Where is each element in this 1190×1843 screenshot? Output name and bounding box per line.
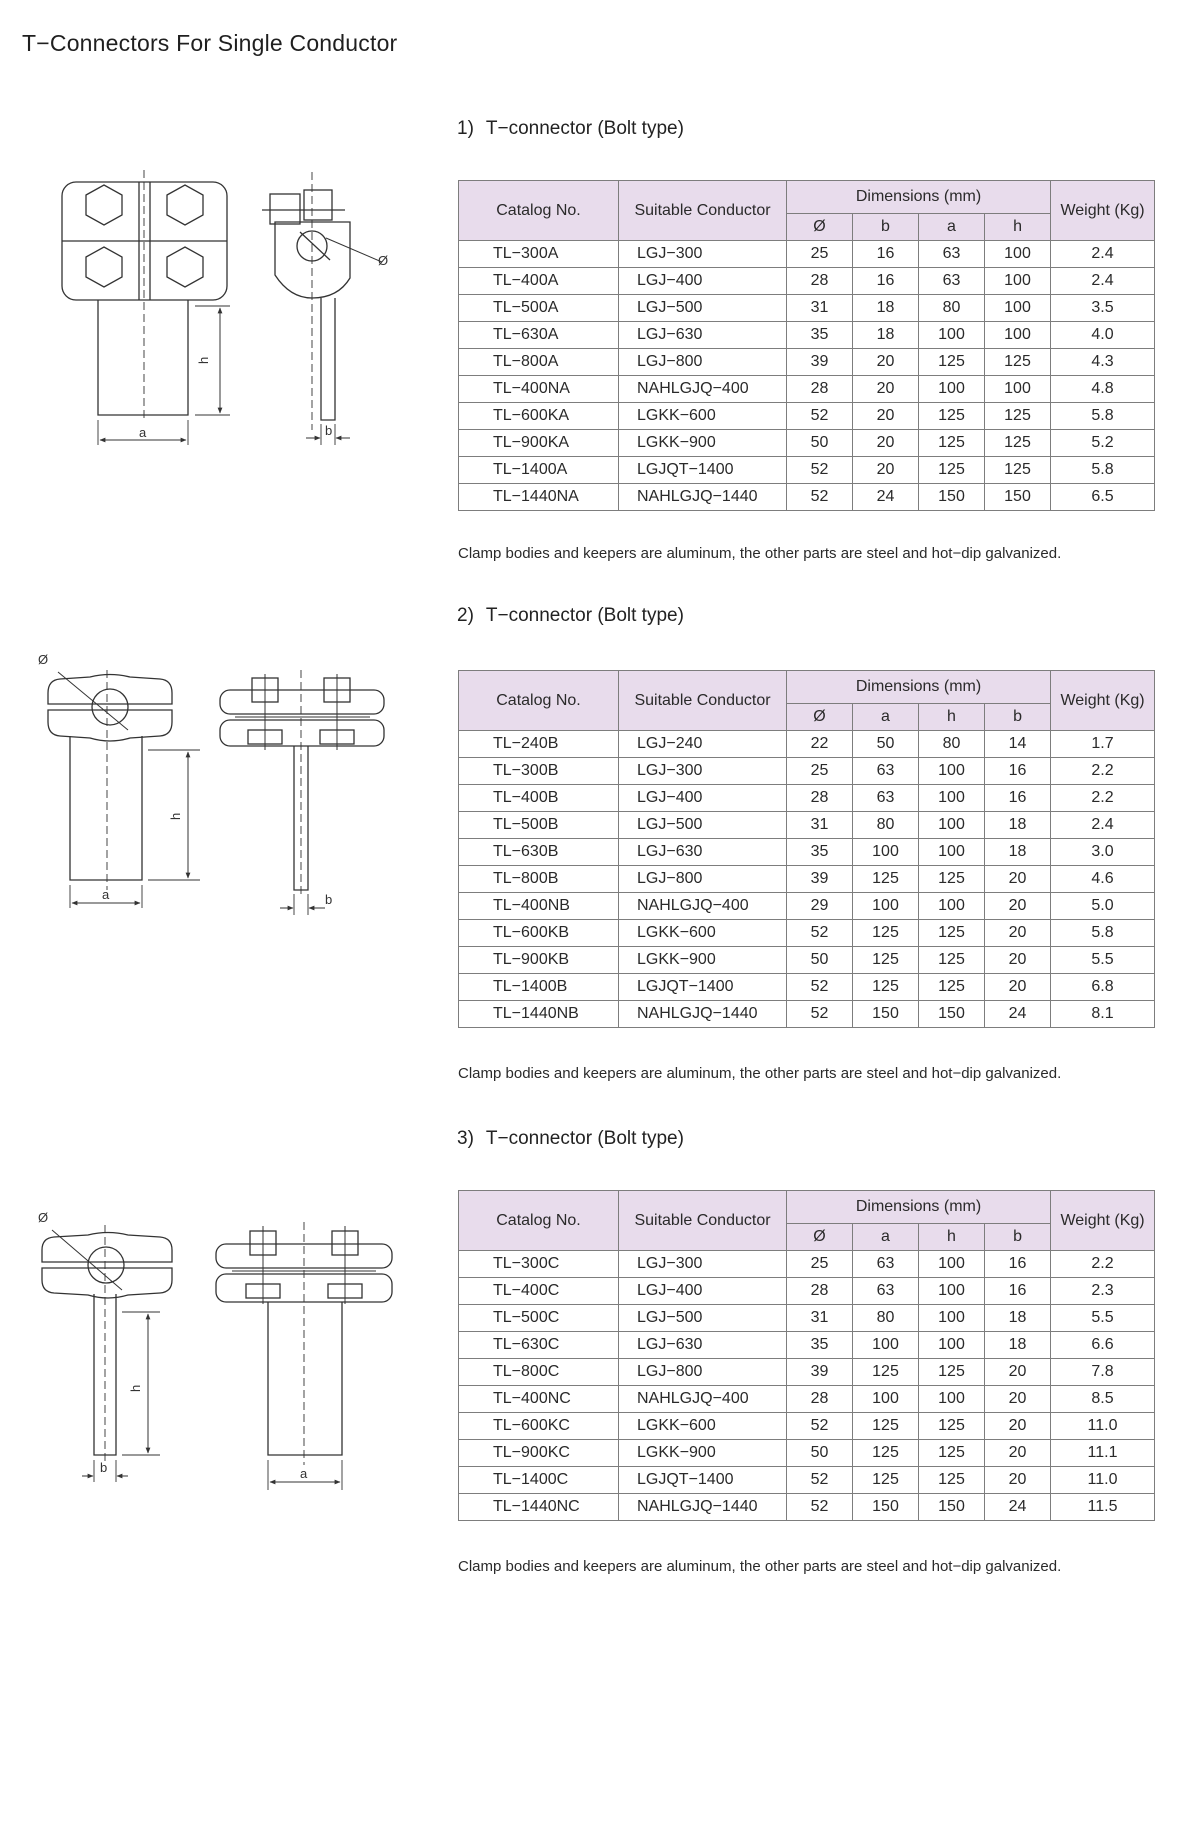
header-dim: Ø (787, 1224, 853, 1251)
conductor-cell: LGJ−240 (619, 731, 787, 758)
conductor-cell: LGJ−630 (619, 1332, 787, 1359)
catalog-number-cell: TL−300A (459, 241, 619, 268)
header-dim: h (985, 214, 1051, 241)
header-dimensions: Dimensions (mm) (787, 181, 1051, 214)
dimension-cell: 125 (919, 457, 985, 484)
dimension-cell: 100 (985, 295, 1051, 322)
weight-cell: 7.8 (1051, 1359, 1155, 1386)
conductor-cell: NAHLGJQ−400 (619, 1386, 787, 1413)
dimension-cell: 25 (787, 1251, 853, 1278)
conductor-cell: NAHLGJQ−400 (619, 376, 787, 403)
dimension-cell: 22 (787, 731, 853, 758)
dimension-cell: 20 (985, 866, 1051, 893)
dimension-cell: 18 (985, 812, 1051, 839)
dimension-cell: 31 (787, 295, 853, 322)
conductor-cell: LGJ−630 (619, 322, 787, 349)
dimension-cell: 20 (985, 920, 1051, 947)
conductor-cell: LGKK−900 (619, 430, 787, 457)
dimension-cell: 16 (853, 241, 919, 268)
catalog-number-cell: TL−1440NB (459, 1001, 619, 1028)
weight-cell: 5.5 (1051, 947, 1155, 974)
dimension-cell: 63 (853, 1251, 919, 1278)
weight-cell: 5.5 (1051, 1305, 1155, 1332)
catalog-number-cell: TL−400NA (459, 376, 619, 403)
dimension-cell: 150 (919, 1001, 985, 1028)
dimension-cell: 125 (919, 866, 985, 893)
dimension-cell: 39 (787, 866, 853, 893)
catalog-number-cell: TL−1440NA (459, 484, 619, 511)
dimension-cell: 125 (919, 1359, 985, 1386)
dimension-cell: 16 (985, 1251, 1051, 1278)
catalog-number-cell: TL−800B (459, 866, 619, 893)
diagram-2-side-view (220, 670, 384, 915)
dimension-cell: 18 (985, 839, 1051, 866)
conductor-cell: LGJ−400 (619, 1278, 787, 1305)
weight-cell: 6.5 (1051, 484, 1155, 511)
dimension-cell: 100 (919, 376, 985, 403)
dimension-cell: 63 (853, 1278, 919, 1305)
header-dim: a (853, 1224, 919, 1251)
dimension-cell: 150 (919, 484, 985, 511)
dimension-cell: 52 (787, 1467, 853, 1494)
dimension-cell: 35 (787, 322, 853, 349)
catalog-number-cell: TL−300C (459, 1251, 619, 1278)
conductor-cell: LGJQT−1400 (619, 974, 787, 1001)
weight-cell: 11.0 (1051, 1413, 1155, 1440)
catalog-number-cell: TL−500A (459, 295, 619, 322)
side-clamp-outline (275, 222, 350, 298)
header-weight: Weight (Kg) (1051, 181, 1155, 241)
label-b: b (325, 892, 333, 907)
catalog-number-cell: TL−900KC (459, 1440, 619, 1467)
weight-cell: 2.2 (1051, 785, 1155, 812)
conductor-cell: LGJ−500 (619, 812, 787, 839)
dimension-cell: 20 (985, 1359, 1051, 1386)
conductor-cell: LGJ−630 (619, 839, 787, 866)
dimension-cell: 100 (919, 839, 985, 866)
conductor-cell: LGJ−300 (619, 241, 787, 268)
bolt-head-icon (270, 194, 300, 224)
diagram-3-front-view (42, 1225, 172, 1482)
dimension-cell: 20 (853, 349, 919, 376)
dimension-cell: 80 (853, 812, 919, 839)
label-h: h (128, 1384, 143, 1392)
weight-cell: 5.8 (1051, 920, 1155, 947)
weight-cell: 6.6 (1051, 1332, 1155, 1359)
catalog-number-cell: TL−400B (459, 785, 619, 812)
catalog-number-cell: TL−900KB (459, 947, 619, 974)
header-dim: b (985, 704, 1051, 731)
keeper-outline (220, 690, 384, 714)
dimension-cell: 39 (787, 349, 853, 376)
dimension-cell: 100 (919, 1251, 985, 1278)
section-number: 1) (457, 118, 474, 139)
label-a: a (139, 425, 147, 440)
dimension-cell: 125 (919, 920, 985, 947)
dimension-cell: 100 (919, 758, 985, 785)
dimension-cell: 52 (787, 403, 853, 430)
header-dim: h (919, 1224, 985, 1251)
diagram-3-side-view (216, 1222, 392, 1490)
catalog-number-cell: TL−1400B (459, 974, 619, 1001)
dimension-cell: 28 (787, 785, 853, 812)
catalog-number-cell: TL−600KC (459, 1413, 619, 1440)
weight-cell: 2.4 (1051, 812, 1155, 839)
catalog-number-cell: TL−400C (459, 1278, 619, 1305)
conductor-cell: LGJ−500 (619, 295, 787, 322)
dimension-cell: 50 (787, 947, 853, 974)
weight-cell: 5.8 (1051, 403, 1155, 430)
section-number: 2) (457, 605, 474, 626)
header-catalog: Catalog No. (459, 671, 619, 731)
dimension-cell: 50 (787, 1440, 853, 1467)
diagram-2-front-view (48, 670, 200, 908)
dimension-cell: 100 (853, 893, 919, 920)
label-h: h (196, 356, 211, 364)
weight-cell: 3.5 (1051, 295, 1155, 322)
header-weight: Weight (Kg) (1051, 671, 1155, 731)
dimension-cell: 28 (787, 1386, 853, 1413)
dimension-cell: 125 (853, 920, 919, 947)
dimension-cell: 125 (919, 1440, 985, 1467)
dimension-cell: 20 (853, 376, 919, 403)
section-title: T−connector (Bolt type) (485, 1128, 684, 1149)
dimension-cell: 125 (919, 430, 985, 457)
section-title: T−connector (Bolt type) (485, 118, 684, 139)
conductor-cell: NAHLGJQ−400 (619, 893, 787, 920)
dimension-cell: 16 (985, 1278, 1051, 1305)
conductor-cell: LGJ−300 (619, 1251, 787, 1278)
label-diameter: Ø (38, 652, 49, 667)
dimension-cell: 125 (919, 1467, 985, 1494)
catalog-number-cell: TL−1400C (459, 1467, 619, 1494)
catalog-number-cell: TL−300B (459, 758, 619, 785)
dimension-cell: 31 (787, 812, 853, 839)
conductor-cell: NAHLGJQ−1440 (619, 1001, 787, 1028)
conductor-cell: LGKK−600 (619, 1413, 787, 1440)
catalog-number-cell: TL−500C (459, 1305, 619, 1332)
label-a: a (300, 1466, 308, 1481)
dimension-cell: 16 (853, 268, 919, 295)
hex-nut-icon (167, 185, 203, 225)
conductor-cell: LGJ−300 (619, 758, 787, 785)
dimension-cell: 52 (787, 1494, 853, 1521)
dimension-cell: 20 (985, 893, 1051, 920)
dimension-cell: 100 (985, 268, 1051, 295)
dimension-cell: 14 (985, 731, 1051, 758)
dimension-cell: 100 (919, 1386, 985, 1413)
dimension-cell: 125 (853, 974, 919, 1001)
section-2-note: Clamp bodies and keepers are aluminum, the other parts are steel and hot−dip galvanized. (458, 1065, 1062, 1082)
dimension-cell: 125 (919, 947, 985, 974)
catalog-number-cell: TL−400A (459, 268, 619, 295)
dimension-cell: 18 (985, 1332, 1051, 1359)
catalog-number-cell: TL−600KA (459, 403, 619, 430)
dimension-cell: 20 (985, 947, 1051, 974)
tee-stem-outline (70, 736, 142, 880)
weight-cell: 2.2 (1051, 758, 1155, 785)
dimension-cell: 125 (985, 430, 1051, 457)
dimension-cell: 16 (985, 785, 1051, 812)
dimension-cell: 125 (853, 1413, 919, 1440)
conductor-cell: LGJ−800 (619, 866, 787, 893)
catalog-number-cell: TL−600KB (459, 920, 619, 947)
dimension-cell: 28 (787, 376, 853, 403)
catalog-number-cell: TL−400NC (459, 1386, 619, 1413)
conductor-cell: LGKK−600 (619, 920, 787, 947)
hex-nut-icon (167, 247, 203, 287)
header-dimensions: Dimensions (mm) (787, 1191, 1051, 1224)
dimension-cell: 125 (853, 1467, 919, 1494)
dimension-cell: 125 (919, 349, 985, 376)
conductor-cell: LGJ−500 (619, 1305, 787, 1332)
conductor-cell: LGJQT−1400 (619, 1467, 787, 1494)
dimension-cell: 16 (985, 758, 1051, 785)
catalog-number-cell: TL−630B (459, 839, 619, 866)
header-catalog: Catalog No. (459, 1191, 619, 1251)
header-dim: Ø (787, 214, 853, 241)
dimension-cell: 100 (853, 1386, 919, 1413)
dimension-cell: 31 (787, 1305, 853, 1332)
dimension-cell: 52 (787, 1001, 853, 1028)
dimension-cell: 29 (787, 893, 853, 920)
weight-cell: 4.0 (1051, 322, 1155, 349)
weight-cell: 2.3 (1051, 1278, 1155, 1305)
side-stem-outline (268, 1302, 342, 1455)
dimension-cell: 80 (919, 295, 985, 322)
dimension-cell: 100 (985, 376, 1051, 403)
dimension-cell: 100 (985, 322, 1051, 349)
weight-cell: 5.2 (1051, 430, 1155, 457)
dimension-cell: 18 (853, 295, 919, 322)
catalog-number-cell: TL−1440NC (459, 1494, 619, 1521)
dimension-cell: 52 (787, 974, 853, 1001)
dimension-cell: 25 (787, 758, 853, 785)
dimension-cell: 150 (919, 1494, 985, 1521)
conductor-cell: LGJ−800 (619, 349, 787, 376)
dimension-cell: 52 (787, 1413, 853, 1440)
weight-cell: 6.8 (1051, 974, 1155, 1001)
page-title: T−Connectors For Single Conductor (22, 30, 398, 56)
hex-nut-icon (86, 247, 122, 287)
header-dim: Ø (787, 704, 853, 731)
label-b: b (100, 1460, 108, 1475)
weight-cell: 4.3 (1051, 349, 1155, 376)
header-dim: h (919, 704, 985, 731)
dimension-cell: 100 (919, 1332, 985, 1359)
label-h: h (168, 812, 183, 820)
dimension-cell: 35 (787, 1332, 853, 1359)
dimension-cell: 80 (919, 731, 985, 758)
weight-cell: 4.6 (1051, 866, 1155, 893)
dimension-cell: 125 (853, 866, 919, 893)
dimension-cell: 20 (853, 403, 919, 430)
side-stem-outline (321, 298, 335, 420)
dimension-cell: 20 (985, 974, 1051, 1001)
label-a: a (102, 887, 110, 902)
label-b: b (325, 423, 333, 438)
weight-cell: 2.2 (1051, 1251, 1155, 1278)
dimension-cell: 63 (853, 785, 919, 812)
hex-nut-icon (86, 185, 122, 225)
dimension-cell: 20 (853, 457, 919, 484)
catalog-number-cell: TL−240B (459, 731, 619, 758)
header-dim: b (985, 1224, 1051, 1251)
weight-cell: 11.1 (1051, 1440, 1155, 1467)
dimension-cell: 125 (853, 1440, 919, 1467)
conductor-cell: LGJ−400 (619, 268, 787, 295)
header-conductor: Suitable Conductor (619, 181, 787, 241)
dimension-cell: 20 (985, 1440, 1051, 1467)
conductor-cell: LGJ−800 (619, 1359, 787, 1386)
dimension-cell: 20 (985, 1467, 1051, 1494)
dimension-cell: 100 (985, 241, 1051, 268)
catalog-number-cell: TL−900KA (459, 430, 619, 457)
dimension-cell: 100 (919, 1305, 985, 1332)
dimension-cell: 100 (919, 812, 985, 839)
dimension-cell: 100 (919, 893, 985, 920)
dimension-cell: 100 (853, 1332, 919, 1359)
header-dim: a (919, 214, 985, 241)
dimension-cell: 20 (853, 430, 919, 457)
header-conductor: Suitable Conductor (619, 1191, 787, 1251)
conductor-cell: NAHLGJQ−1440 (619, 484, 787, 511)
weight-cell: 11.0 (1051, 1467, 1155, 1494)
dimension-cell: 80 (853, 1305, 919, 1332)
catalog-number-cell: TL−800C (459, 1359, 619, 1386)
dimension-cell: 63 (853, 758, 919, 785)
dimension-cell: 28 (787, 268, 853, 295)
conductor-cell: LGKK−900 (619, 947, 787, 974)
weight-cell: 11.5 (1051, 1494, 1155, 1521)
dimension-cell: 125 (919, 403, 985, 430)
catalog-number-cell: TL−630A (459, 322, 619, 349)
dimension-cell: 150 (853, 1001, 919, 1028)
conductor-cell: NAHLGJQ−1440 (619, 1494, 787, 1521)
dimension-cell: 125 (985, 457, 1051, 484)
dimension-cell: 100 (919, 322, 985, 349)
diagram-1-side-view (262, 172, 382, 445)
dimension-cell: 28 (787, 1278, 853, 1305)
header-conductor: Suitable Conductor (619, 671, 787, 731)
dimension-cell: 52 (787, 920, 853, 947)
section-number: 3) (457, 1128, 474, 1149)
dimension-cell: 100 (919, 1278, 985, 1305)
header-dim: b (853, 214, 919, 241)
dimension-cell: 150 (985, 484, 1051, 511)
conductor-circle-icon (92, 689, 128, 725)
dimension-cell: 150 (853, 1494, 919, 1521)
dimension-cell: 125 (853, 947, 919, 974)
weight-cell: 1.7 (1051, 731, 1155, 758)
catalog-number-cell: TL−1400A (459, 457, 619, 484)
dimension-cell: 25 (787, 241, 853, 268)
dimension-cell: 125 (919, 974, 985, 1001)
dimension-cell: 52 (787, 457, 853, 484)
weight-cell: 8.5 (1051, 1386, 1155, 1413)
conductor-cell: LGJ−400 (619, 785, 787, 812)
weight-cell: 2.4 (1051, 241, 1155, 268)
diagram-1-front-view (62, 170, 230, 445)
dimension-cell: 50 (853, 731, 919, 758)
header-dimensions: Dimensions (mm) (787, 671, 1051, 704)
dimension-cell: 18 (985, 1305, 1051, 1332)
dimension-cell: 63 (919, 268, 985, 295)
dimension-cell: 50 (787, 430, 853, 457)
dimension-cell: 100 (919, 785, 985, 812)
header-catalog: Catalog No. (459, 181, 619, 241)
weight-cell: 5.0 (1051, 893, 1155, 920)
weight-cell: 2.4 (1051, 268, 1155, 295)
catalog-number-cell: TL−630C (459, 1332, 619, 1359)
dimension-cell: 63 (919, 241, 985, 268)
catalog-number-cell: TL−500B (459, 812, 619, 839)
dimension-cell: 24 (853, 484, 919, 511)
weight-cell: 4.8 (1051, 376, 1155, 403)
dimension-cell: 20 (985, 1413, 1051, 1440)
dimension-cell: 35 (787, 839, 853, 866)
label-diameter: Ø (378, 253, 389, 268)
clamp-body-outline (220, 720, 384, 746)
dimension-cell: 125 (853, 1359, 919, 1386)
weight-cell: 8.1 (1051, 1001, 1155, 1028)
conductor-cell: LGKK−600 (619, 403, 787, 430)
weight-cell: 5.8 (1051, 457, 1155, 484)
dimension-cell: 125 (919, 1413, 985, 1440)
label-diameter: Ø (38, 1210, 49, 1225)
catalog-number-cell: TL−400NB (459, 893, 619, 920)
section-1-note: Clamp bodies and keepers are aluminum, the other parts are steel and hot−dip galvanized. (458, 545, 1062, 562)
dimension-cell: 24 (985, 1001, 1051, 1028)
conductor-cell: LGKK−900 (619, 1440, 787, 1467)
bolt-head-icon (304, 190, 332, 220)
dimension-cell: 39 (787, 1359, 853, 1386)
header-dim: a (853, 704, 919, 731)
dimension-cell: 24 (985, 1494, 1051, 1521)
dimension-cell: 20 (985, 1386, 1051, 1413)
section-3-note: Clamp bodies and keepers are aluminum, the other parts are steel and hot−dip galvanized. (458, 1558, 1062, 1575)
dimension-cell: 52 (787, 484, 853, 511)
tee-stem-outline (98, 300, 188, 415)
dimension-cell: 125 (985, 349, 1051, 376)
dimension-cell: 18 (853, 322, 919, 349)
dimension-cell: 125 (985, 403, 1051, 430)
conductor-cell: LGJQT−1400 (619, 457, 787, 484)
header-weight: Weight (Kg) (1051, 1191, 1155, 1251)
weight-cell: 3.0 (1051, 839, 1155, 866)
section-title: T−connector (Bolt type) (485, 605, 684, 626)
catalog-number-cell: TL−800A (459, 349, 619, 376)
dimension-cell: 100 (853, 839, 919, 866)
